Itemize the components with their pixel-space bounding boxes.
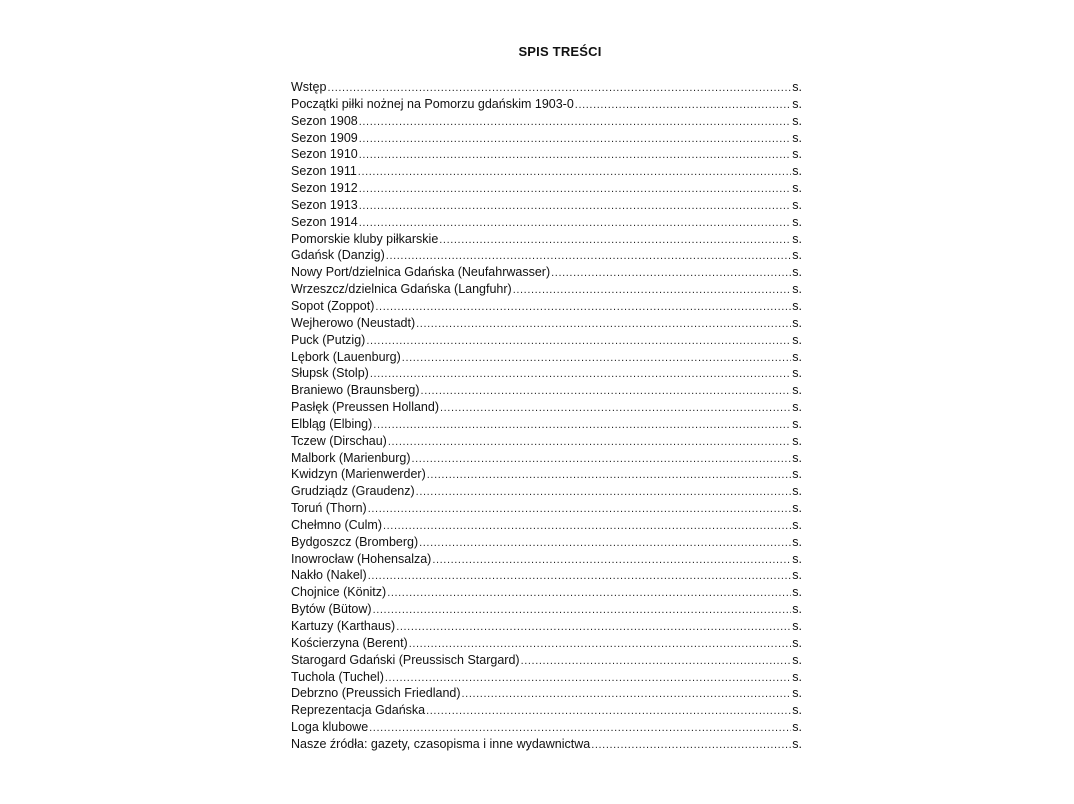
page-number-marker: s. [792,416,802,431]
toc-entry-label: Sezon 1914 [291,214,358,229]
page-number-marker: s. [792,231,802,246]
toc-entry [291,584,802,601]
toc-entry-label: Tczew (Dirschau) [291,433,387,448]
dot-leader [575,97,791,113]
page-number-marker: s. [792,433,802,448]
toc-entry [291,719,802,736]
toc-entry [291,180,802,197]
toc-entry-label: Pasłęk (Preussen Holland) [291,400,439,415]
page-number-marker: s. [792,181,802,196]
page-number-marker: s. [792,248,802,263]
toc-entry [291,551,802,568]
page-number-marker: s. [792,484,802,499]
dot-leader [440,400,791,416]
page-number-marker: s. [792,703,802,718]
page-number-marker: s. [792,501,802,516]
dot-leader [359,198,792,214]
dot-leader [409,636,792,652]
page-number-marker: s. [792,551,802,566]
toc-entry-label: Nowy Port/dzielnica Gdańska (Neufahrwasser) [291,265,551,280]
dot-leader [359,215,792,231]
toc-entry [291,618,802,635]
page-number-marker: s. [792,585,802,600]
page-number-marker: s. [792,80,802,94]
dot-leader [513,282,792,298]
toc-entry [291,483,802,500]
dot-leader [369,720,791,736]
dot-leader [416,484,792,500]
dot-leader [383,518,791,534]
toc-entry [291,416,802,433]
page-number-marker: s. [792,130,802,145]
toc-entry-label: Kartuzy (Karthaus) [291,619,396,633]
toc-entry-label: Sezon 1910 [291,147,358,162]
dot-leader [411,451,791,467]
dot-leader [368,568,792,584]
dot-leader [439,232,791,248]
dot-leader [385,670,791,686]
toc-entry-label: Lębork (Lauenburg) [291,349,401,364]
toc-entry [291,315,802,332]
toc-entry [291,247,802,264]
dot-leader [591,737,791,753]
toc-entry-label: Pomorskie kluby piłkarskie [291,231,439,246]
dot-leader [358,164,791,180]
toc-entry-label: Kwidzyn (Marienwerder) [291,467,426,482]
toc-entry [291,433,802,450]
dot-leader [388,434,791,450]
page-number-marker: s. [792,366,802,381]
page-number-marker: s. [792,315,802,330]
toc-entry [291,130,802,147]
dot-leader [359,131,792,147]
toc-entry [291,365,802,382]
toc-entry [291,197,802,214]
page-number-marker: s. [792,619,802,633]
page-number-marker: s. [792,736,802,751]
dot-leader [366,333,791,349]
toc-entry [291,146,802,163]
toc-entry-label: Sezon 1912 [291,181,358,196]
page-number-marker: s. [792,113,802,128]
toc-entry [291,399,802,416]
page-number-marker: s. [792,400,802,415]
page-number-marker: s. [792,467,802,482]
toc-entry [291,214,802,231]
toc-entry-label: Początki piłki nożnej na Pomorzu gdańskim 1903-0 [291,96,574,111]
dot-leader [427,467,792,483]
dot-leader [359,147,792,163]
dot-leader [416,316,791,332]
dot-leader [426,703,791,719]
page-title: SPIS TREŚCI [518,44,602,59]
toc-entry [291,349,802,366]
toc-entry-label: Inowrocław (Hohensalza) [291,551,432,566]
page-number-marker: s. [792,265,802,280]
page-number-marker: s. [792,686,802,701]
toc-entry-label: Elbląg (Elbing) [291,416,373,431]
toc-entry [291,534,802,551]
toc-entry [291,332,802,349]
page-number-marker: s. [792,197,802,212]
dot-leader [386,248,791,264]
page-number-marker: s. [792,282,802,297]
toc-entry [291,669,802,686]
toc-entry-label: Nasze źródła: gazety, czasopisma i inne wydawnictwa [291,736,591,751]
page-number-marker: s. [792,383,802,398]
toc-entry-label: Nakło (Nakel) [291,568,367,583]
toc-entry-label: Starogard Gdański (Preussisch Stargard) [291,652,520,667]
toc-entry [291,736,802,753]
toc-entry [291,96,802,113]
toc-entry-label: Debrzno (Preussich Friedland) [291,686,461,701]
toc-entry-label: Grudziądz (Graudenz) [291,484,415,499]
toc-entry-label: Malbork (Marienburg) [291,450,411,465]
toc-entry-label: Toruń (Thorn) [291,501,367,516]
dot-leader [462,686,792,702]
toc-entry-label: Gdańsk (Danzig) [291,248,385,263]
toc-entry-label: Reprezentacja Gdańska [291,703,426,718]
page-number-marker: s. [792,720,802,735]
toc-entry [291,79,802,96]
dot-leader [359,181,792,197]
page-number-marker: s. [792,214,802,229]
toc-entry [291,466,802,483]
toc-entry-label: Braniewo (Braunsberg) [291,383,420,398]
dot-leader [402,350,791,366]
toc-entry [291,517,802,534]
toc-entry [291,113,802,130]
page-number-marker: s. [792,652,802,667]
dot-leader [432,552,791,568]
dot-leader [396,619,791,635]
toc-entry-label: Chełmno (Culm) [291,517,382,532]
toc-entry-label: Wstęp [291,80,327,94]
page-number-marker: s. [792,568,802,583]
dot-leader [419,535,791,551]
toc-entry-label: Sezon 1911 [291,164,357,179]
page-number-marker: s. [792,147,802,162]
toc-entry [291,685,802,702]
dot-leader [421,383,792,399]
toc-entry [291,635,802,652]
dot-leader [368,501,792,517]
page-number-marker: s. [792,602,802,617]
page-number-marker: s. [792,669,802,684]
page-number-marker: s. [792,450,802,465]
toc-entry [291,450,802,467]
dot-leader [359,114,792,130]
toc-entry-label: Loga klubowe [291,720,369,735]
toc-entry [291,298,802,315]
toc-entry-label: Tuchola (Tuchel) [291,669,384,684]
toc-entry-label: Słupsk (Stolp) [291,366,369,381]
toc-entry-label: Sopot (Zoppot) [291,298,375,313]
dot-leader [551,265,791,281]
toc-entry-label: Kościerzyna (Berent) [291,635,408,650]
page-number-marker: s. [792,349,802,364]
dot-leader [373,602,792,618]
toc-entry-label: Wrzeszcz/dzielnica Gdańska (Langfuhr) [291,282,512,297]
page-number-marker: s. [792,635,802,650]
toc-entry-label: Puck (Putzig) [291,332,366,347]
table-of-contents [291,79,802,753]
toc-entry-label: Sezon 1908 [291,113,358,128]
page-number-marker: s. [792,298,802,313]
toc-entry-label: Sezon 1909 [291,130,358,145]
dot-leader [373,417,791,433]
toc-entry-label: Bytów (Bütow) [291,602,372,617]
page-number-marker: s. [792,332,802,347]
toc-entry [291,702,802,719]
dot-leader [370,366,791,382]
page-number-marker: s. [792,96,802,111]
dot-leader [327,80,791,96]
toc-entry [291,601,802,618]
toc-entry [291,163,802,180]
dot-leader [521,653,792,669]
toc-entry [291,652,802,669]
page-number-marker: s. [792,164,802,179]
toc-entry [291,231,802,248]
dot-leader [375,299,791,315]
toc-entry-label: Chojnice (Könitz) [291,585,387,600]
toc-entry-label: Sezon 1913 [291,197,358,212]
toc-entry [291,567,802,584]
toc-entry-label: Bydgoszcz (Bromberg) [291,534,419,549]
page-number-marker: s. [792,534,802,549]
toc-entry [291,281,802,298]
toc-entry [291,500,802,517]
toc-entry-label: Wejherowo (Neustadt) [291,315,416,330]
page-number-marker: s. [792,517,802,532]
toc-entry [291,382,802,399]
toc-entry [291,264,802,281]
dot-leader [387,585,791,601]
